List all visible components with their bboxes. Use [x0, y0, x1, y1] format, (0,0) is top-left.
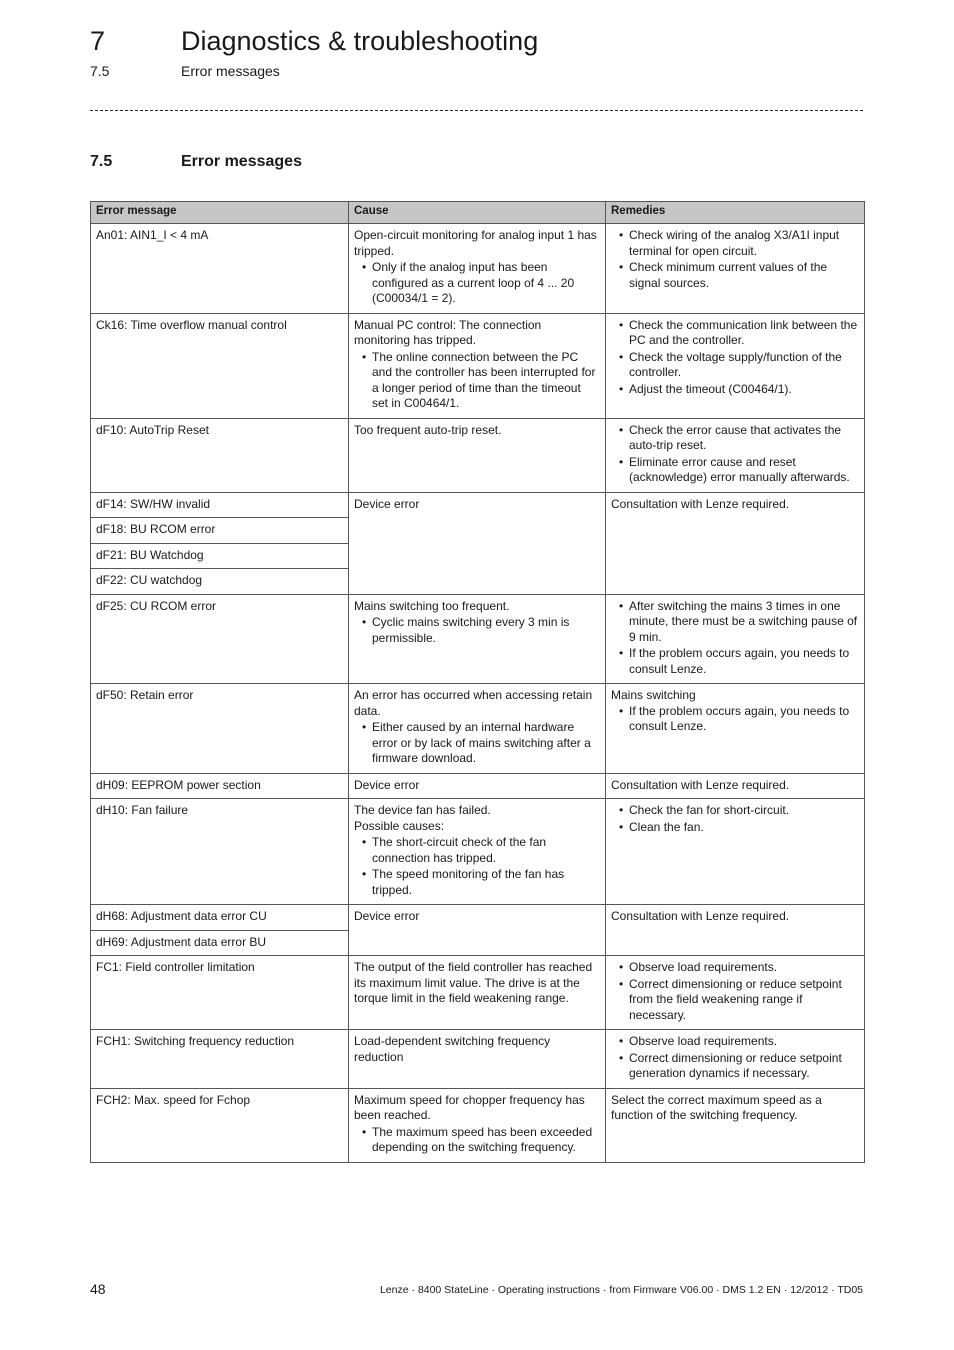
cell-text: An error has occurred when accessing retain data.	[354, 688, 593, 718]
remedy-cell	[606, 492, 865, 594]
cause-cell	[349, 956, 606, 1030]
list-item: • Adjust the timeout (C00464/1).	[629, 382, 859, 398]
remedy-cell	[606, 418, 865, 492]
table-row	[91, 684, 865, 774]
cell-text: The device fan has failed.	[354, 803, 491, 817]
cause-cell	[349, 313, 606, 418]
table-row	[91, 1088, 865, 1162]
bullet-list	[354, 350, 600, 412]
cell-text: Mains switching	[611, 688, 696, 702]
list-item: • Observe load requirements.	[629, 960, 859, 976]
cell-text: Consultation with Lenze required.	[611, 909, 790, 923]
list-item: • Check the error cause that activates the auto-trip reset.	[629, 423, 859, 454]
list-item: • Cyclic mains switching every 3 min is permissible.	[372, 615, 600, 646]
bullet-list	[611, 803, 859, 835]
error-code-cell: FCH1: Switching frequency reduction	[91, 1030, 349, 1089]
cause-cell	[349, 905, 606, 956]
error-code-cell: dF21: BU Watchdog	[91, 543, 349, 569]
cell-text: The output of the field controller has reached its maximum limit value. The drive is at the torque limit in the field weakening range.	[354, 960, 593, 1005]
chapter-title: Diagnostics & troubleshooting	[181, 26, 539, 56]
cell-text: Maximum speed for chopper frequency has been reached.	[354, 1092, 585, 1122]
table-row	[91, 418, 865, 492]
remedy-cell	[606, 594, 865, 684]
table-row	[91, 773, 865, 799]
cause-cell	[349, 418, 606, 492]
cell-text: Select the correct maximum speed as a function of the switching frequency.	[611, 1092, 822, 1122]
error-code-cell: dH09: EEPROM power section	[91, 773, 349, 799]
remedy-cell	[606, 905, 865, 956]
list-item: • Either caused by an internal hardware error or by lack of mains switching after a firmware download.	[372, 720, 600, 767]
section-number: 7.5	[90, 153, 113, 170]
table-header-row	[91, 202, 865, 224]
bullet-list	[611, 318, 859, 398]
table-row	[91, 799, 865, 905]
bullet-list	[354, 720, 600, 767]
bullet-list	[611, 960, 859, 1023]
bullet-list	[611, 599, 859, 678]
list-item: • Check the communication link between the PC and the controller.	[629, 318, 859, 349]
column-header-error: Error message	[91, 202, 349, 224]
cell-text: Load-dependent switching frequency reduction	[354, 1034, 551, 1064]
header-section-number: 7.5	[90, 63, 110, 79]
remedy-cell	[606, 799, 865, 905]
cause-cell	[349, 492, 606, 594]
table-row	[91, 224, 865, 314]
cell-text: Device error	[354, 496, 420, 511]
cell-text: Device error	[354, 777, 420, 792]
error-code-cell: dF18: BU RCOM error	[91, 518, 349, 544]
error-code-cell: Ck16: Time overflow manual control	[91, 313, 349, 418]
list-item: • Correct dimensioning or reduce setpoint generation dynamics if necessary.	[629, 1051, 859, 1082]
list-item: • Only if the analog input has been configured as a current loop of 4 ... 20 (C00034/1 = 2).	[372, 260, 600, 307]
cell-text: Too frequent auto-trip reset.	[354, 422, 502, 437]
list-item: • Check the fan for short-circuit.	[629, 803, 859, 819]
list-item: • The speed monitoring of the fan has tripped.	[372, 867, 600, 898]
cause-cell	[349, 594, 606, 684]
column-header-cause: Cause	[349, 202, 606, 224]
cause-cell	[349, 1030, 606, 1089]
list-item: • Check minimum current values of the signal sources.	[629, 260, 859, 291]
column-header-remedies: Remedies	[606, 202, 865, 224]
cause-cell	[349, 684, 606, 774]
list-item: • After switching the mains 3 times in one minute, there must be a switching pause of 9 min.	[629, 599, 859, 646]
list-item: • Clean the fan.	[629, 820, 859, 836]
error-code-cell: dF50: Retain error	[91, 684, 349, 774]
error-code-cell: dH10: Fan failure	[91, 799, 349, 905]
remedy-cell	[606, 313, 865, 418]
list-item: • If the problem occurs again, you needs to consult Lenze.	[629, 704, 859, 735]
cause-cell	[349, 773, 606, 799]
cell-text: Mains switching too frequent.	[354, 598, 510, 613]
table-row	[91, 313, 865, 418]
bullet-list	[354, 1125, 600, 1156]
list-item: • The online connection between the PC and the controller has been interrupted for a longer period of time than the timeout set in C00464/1.	[372, 350, 600, 412]
table-row	[91, 492, 865, 518]
error-code-cell: dF22: CU watchdog	[91, 569, 349, 595]
error-code-cell: An01: AIN1_I < 4 mA	[91, 224, 349, 314]
cell-text: Device error	[354, 909, 420, 923]
table-body	[91, 224, 865, 1163]
error-code-cell: FCH2: Max. speed for Fchop	[91, 1088, 349, 1162]
bullet-list	[611, 1034, 859, 1082]
list-item: • Check wiring of the analog X3/A1I input terminal for open circuit.	[629, 228, 859, 259]
bullet-list	[611, 423, 859, 486]
list-item: • Observe load requirements.	[629, 1034, 859, 1050]
cell-text: Open-circuit monitoring for analog input 1 has tripped.	[354, 228, 597, 258]
cell-text: Consultation with Lenze required.	[611, 496, 790, 511]
chapter-number: 7	[90, 26, 106, 56]
table-row	[91, 1030, 865, 1089]
header-divider	[90, 110, 863, 111]
header-section-title: Error messages	[181, 63, 280, 79]
cell-text: Manual PC control: The connection monitoring has tripped.	[354, 317, 542, 347]
remedy-cell	[606, 1088, 865, 1162]
error-code-cell: dF14: SW/HW invalid	[91, 492, 349, 518]
remedy-cell	[606, 956, 865, 1030]
bullet-list	[611, 704, 859, 735]
page-number: 48	[90, 1281, 106, 1297]
cell-text: Possible causes:	[354, 818, 445, 833]
cause-cell	[349, 224, 606, 314]
bullet-list	[354, 615, 600, 646]
remedy-cell	[606, 224, 865, 314]
remedy-cell	[606, 1030, 865, 1089]
cause-cell	[349, 799, 606, 905]
remedy-cell	[606, 773, 865, 799]
table-row	[91, 956, 865, 1030]
error-code-cell: dH68: Adjustment data error CU	[91, 905, 349, 931]
list-item: • Eliminate error cause and reset (acknowledge) error manually afterwards.	[629, 455, 859, 486]
table-row	[91, 905, 865, 931]
error-code-cell: dF10: AutoTrip Reset	[91, 418, 349, 492]
cell-text: Consultation with Lenze required.	[611, 777, 790, 792]
list-item: • The maximum speed has been exceeded depending on the switching frequency.	[372, 1125, 600, 1156]
footer-text: Lenze · 8400 StateLine · Operating instructions · from Firmware V06.00 · DMS 1.2 EN · 12/2012 · TD05	[379, 1284, 863, 1296]
cause-cell	[349, 1088, 606, 1162]
list-item: • The short-circuit check of the fan connection has tripped.	[372, 835, 600, 866]
list-item: • Check the voltage supply/function of the controller.	[629, 350, 859, 381]
error-code-cell: dF25: CU RCOM error	[91, 594, 349, 684]
bullet-list	[354, 835, 600, 898]
error-code-cell: dH69: Adjustment data error BU	[91, 930, 349, 956]
remedy-cell	[606, 684, 865, 774]
error-messages-table	[90, 201, 865, 1163]
error-code-cell: FC1: Field controller limitation	[91, 956, 349, 1030]
bullet-list	[611, 228, 859, 291]
bullet-list	[354, 260, 600, 307]
section-title: Error messages	[181, 153, 302, 170]
list-item: • Correct dimensioning or reduce setpoint from the field weakening range if necessary.	[629, 977, 859, 1024]
table-row	[91, 594, 865, 684]
list-item: • If the problem occurs again, you needs to consult Lenze.	[629, 646, 859, 677]
